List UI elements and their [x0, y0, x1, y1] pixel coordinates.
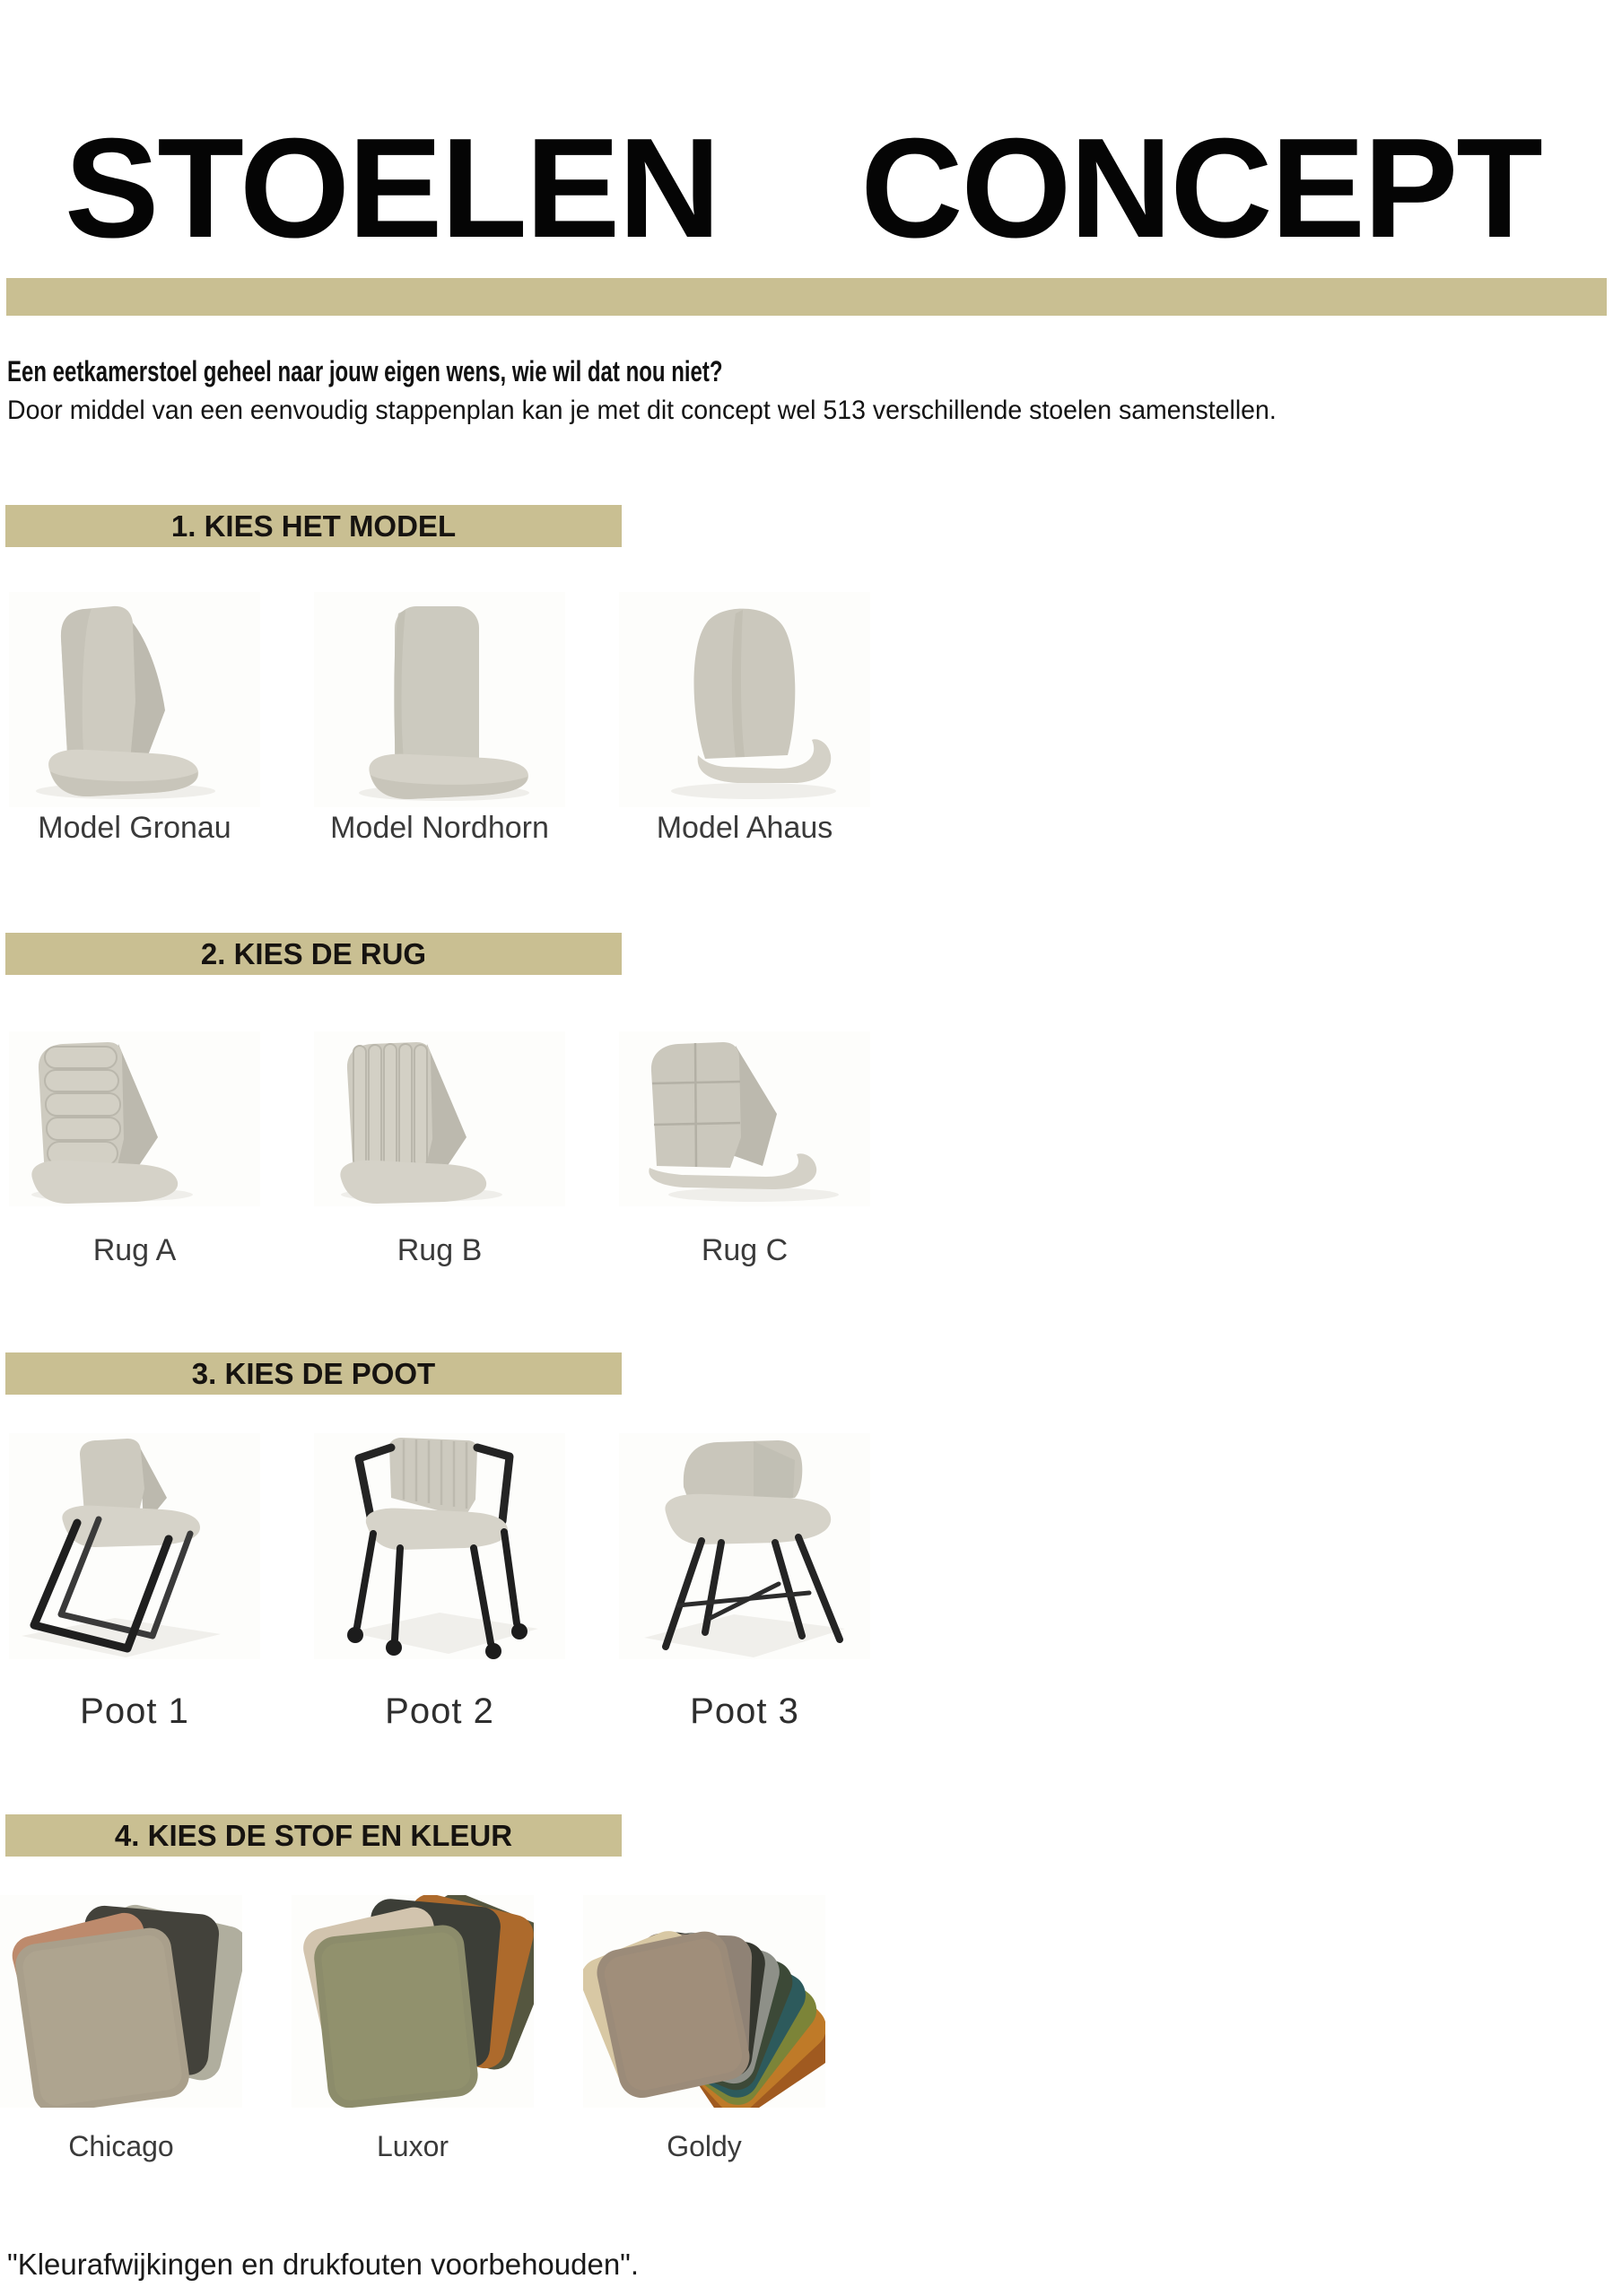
model-gronau-image [9, 592, 260, 807]
model-nordhorn-item [314, 592, 565, 846]
poot-2-item [314, 1433, 565, 1732]
model-gronau-label: Model Gronau [38, 811, 231, 845]
page-title-word-2: CONCEPT [860, 109, 1541, 267]
rug-b-image [314, 1031, 565, 1206]
rug-b-label: Rug B [397, 1233, 483, 1267]
model-nordhorn-image [314, 592, 565, 807]
section-poot-header: 3. KIES DE POOT [191, 1357, 436, 1390]
section-rug-header-bar [5, 933, 622, 975]
fabric-chicago-item [0, 1895, 242, 2163]
page-title-word-1: STOELEN [65, 109, 719, 267]
poot-3-item [619, 1433, 870, 1732]
poot-row [9, 1433, 870, 1732]
fabric-row [0, 1895, 825, 2163]
poot-1-image [9, 1433, 260, 1659]
rug-a-image [9, 1031, 260, 1206]
poot-1-label: Poot 1 [80, 1692, 189, 1731]
section-stof-header: 4. KIES DE STOF EN KLEUR [114, 1819, 513, 1852]
fabric-goldy-item [583, 1895, 825, 2163]
rug-c-image [619, 1031, 870, 1206]
section-model-header: 1. KIES HET MODEL [170, 509, 457, 543]
poot-2-image [314, 1433, 565, 1659]
section-stof-header-bar [5, 1814, 622, 1857]
top-accent-bar [6, 278, 1607, 316]
rug-c-item [619, 1031, 870, 1268]
rug-a-label: Rug A [92, 1233, 177, 1267]
section-model-header-bar [5, 505, 622, 547]
model-ahaus-item [619, 592, 870, 846]
fabric-goldy-label: Goldy [667, 2130, 742, 2162]
fabric-luxor-item [292, 1895, 534, 2163]
fabric-luxor-label: Luxor [376, 2130, 449, 2162]
intro-subheading: Door middel van een eenvoudig stappenplan kan je met dit concept wel 513 verschillende stoelen samenstellen. [7, 396, 1277, 425]
page-title [65, 111, 1541, 267]
poot-3-label: Poot 3 [690, 1692, 799, 1731]
model-ahaus-image [619, 592, 870, 807]
model-ahaus-label: Model Ahaus [656, 811, 833, 845]
fabric-luxor-swatches [292, 1895, 534, 2108]
fabric-goldy-swatches [583, 1895, 825, 2108]
section-poot-header-bar [5, 1352, 622, 1395]
poot-2-label: Poot 2 [385, 1692, 494, 1731]
model-row [9, 592, 870, 846]
fabric-chicago-label: Chicago [68, 2130, 174, 2162]
intro-heading: Een eetkamerstoel geheel naar jouw eigen wens, wie wil dat nou niet? [7, 355, 723, 387]
rug-b-item [314, 1031, 565, 1268]
rug-c-label: Rug C [701, 1233, 789, 1267]
fabric-chicago-swatches [0, 1895, 242, 2108]
poot-3-image [619, 1433, 870, 1659]
model-nordhorn-label: Model Nordhorn [330, 811, 549, 845]
poot-1-item [9, 1433, 260, 1732]
footer-disclaimer: "Kleurafwijkingen en drukfouten voorbehouden". [7, 2248, 640, 2281]
intro-block [7, 352, 1343, 430]
section-rug-header: 2. KIES DE RUG [200, 937, 427, 970]
rug-a-item [9, 1031, 260, 1268]
model-gronau-item [9, 592, 260, 846]
rug-row [9, 1031, 870, 1268]
